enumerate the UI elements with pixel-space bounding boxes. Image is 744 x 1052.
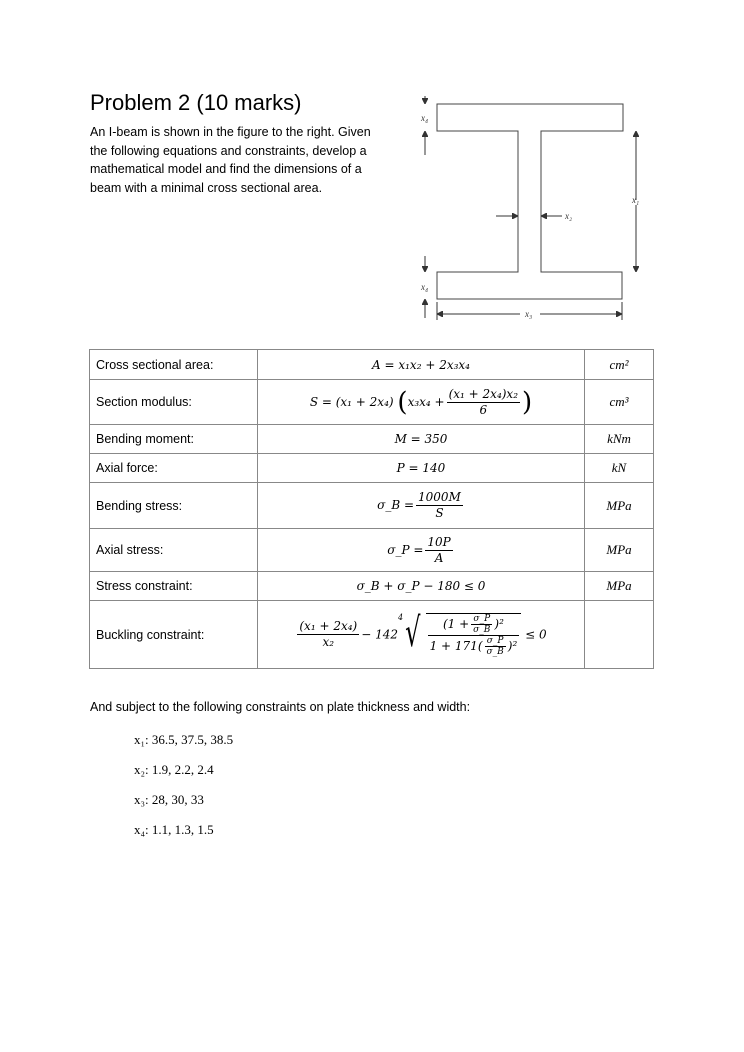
table-row — [90, 601, 654, 669]
denominator: 6 — [479, 402, 488, 417]
row-unit: kN — [585, 454, 654, 483]
row-label: Bending moment: — [90, 425, 258, 454]
numerator: 10P — [427, 534, 451, 549]
row-formula: M = 350 — [258, 425, 585, 454]
row-unit: cm² — [585, 350, 654, 380]
label-x3: x₃ — [525, 309, 533, 319]
row-unit: kNm — [585, 425, 654, 454]
numerator: σ_P — [485, 636, 506, 647]
equations-table — [89, 349, 654, 669]
constraint-x2: x₂: 1.9, 2.2, 2.4 — [134, 762, 214, 777]
formula-part: σ_P = — [387, 542, 424, 557]
row-formula: S = (x₁ + 2x₄) (x₃x₄ + $\frac{\text{(x₁ + 2x₄)x₂}}{6}$ ) — [258, 380, 585, 425]
label-x4-top: x₄ — [421, 113, 429, 123]
i-beam-outline — [437, 104, 623, 299]
row-formula: P = 140 — [258, 454, 585, 483]
table-row — [90, 572, 654, 601]
label-x4-bottom: x₄ — [421, 282, 429, 292]
row-label: Stress constraint: — [90, 572, 258, 601]
formula-part: ≤ 0 — [525, 627, 547, 641]
formula-part: − 142 — [361, 627, 398, 641]
label-x2: x₂ — [565, 211, 573, 221]
denominator: S — [435, 506, 444, 520]
row-unit — [585, 601, 654, 669]
numerator: 1000M — [418, 490, 461, 504]
row-label: Buckling constraint: — [90, 601, 258, 669]
formula-part: 1 + 171( — [429, 638, 483, 653]
problem-intro: An I-beam is shown in the figure to the right. Given the following equations and constraints, develop a mathematical model and find the dimensions of a beam with a minimal cross sectional area. — [90, 125, 371, 195]
formula-part: (1 + — [442, 616, 470, 631]
row-label: Cross sectional area: — [90, 350, 258, 380]
row-formula — [258, 529, 585, 572]
denominator: σ_B — [473, 624, 491, 635]
row-formula: σ_B + σ_P − 180 ≤ 0 — [258, 572, 585, 601]
constraint-x1: x₁: 36.5, 37.5, 38.5 — [134, 732, 234, 747]
numerator: σ_P — [471, 614, 492, 625]
denominator: A — [434, 550, 444, 565]
row-label: Axial force: — [90, 454, 258, 483]
row-unit: cm³ — [585, 380, 654, 425]
row-unit: MPa — [585, 483, 654, 529]
row-formula — [258, 601, 585, 669]
table-row — [90, 350, 654, 380]
fourth-root: 4 √ (1 + $\frac{\sigma\_P}{\sigma\_B}$ )² 1 + 171( $\frac{\sigma\_P}{\sigma\_B}$ )² — [398, 613, 521, 657]
denominator: σ_B — [486, 646, 504, 657]
i-beam-figure — [0, 0, 744, 340]
constraint-x3: x₃: 28, 30, 33 — [134, 792, 204, 807]
numerator: (x₁ + 2x₄)x₂ — [448, 386, 519, 401]
row-unit: MPa — [585, 529, 654, 572]
numerator: (x₁ + 2x₄) — [299, 619, 358, 633]
row-formula — [258, 483, 585, 529]
row-label: Section modulus: — [90, 380, 258, 425]
problem-title: Problem 2 (10 marks) — [90, 90, 302, 115]
table-row — [90, 454, 654, 483]
label-x1: x₁ — [632, 195, 640, 205]
row-label: Axial stress: — [90, 529, 258, 572]
table-row — [90, 425, 654, 454]
formula-part: )² — [507, 638, 518, 653]
row-formula: A = x₁x₂ + 2x₃x₄ — [258, 350, 585, 380]
formula-part: )² — [494, 616, 504, 631]
row-unit: MPa — [585, 572, 654, 601]
table-row — [90, 483, 654, 529]
constraint-x4: x₄: 1.1, 1.3, 1.5 — [134, 822, 214, 837]
denominator: x₂ — [322, 635, 335, 649]
formula-part: σ_B = — [377, 498, 415, 512]
table-row — [90, 529, 654, 572]
formula-part: S = (x₁ + 2x₄) — [309, 394, 394, 409]
table-row — [90, 380, 654, 425]
constraints-intro: And subject to the following constraints on plate thickness and width: — [90, 700, 471, 714]
row-label: Bending stress: — [90, 483, 258, 529]
formula-part: x₃x₄ + — [407, 394, 445, 409]
root-index: 4 — [398, 612, 404, 622]
